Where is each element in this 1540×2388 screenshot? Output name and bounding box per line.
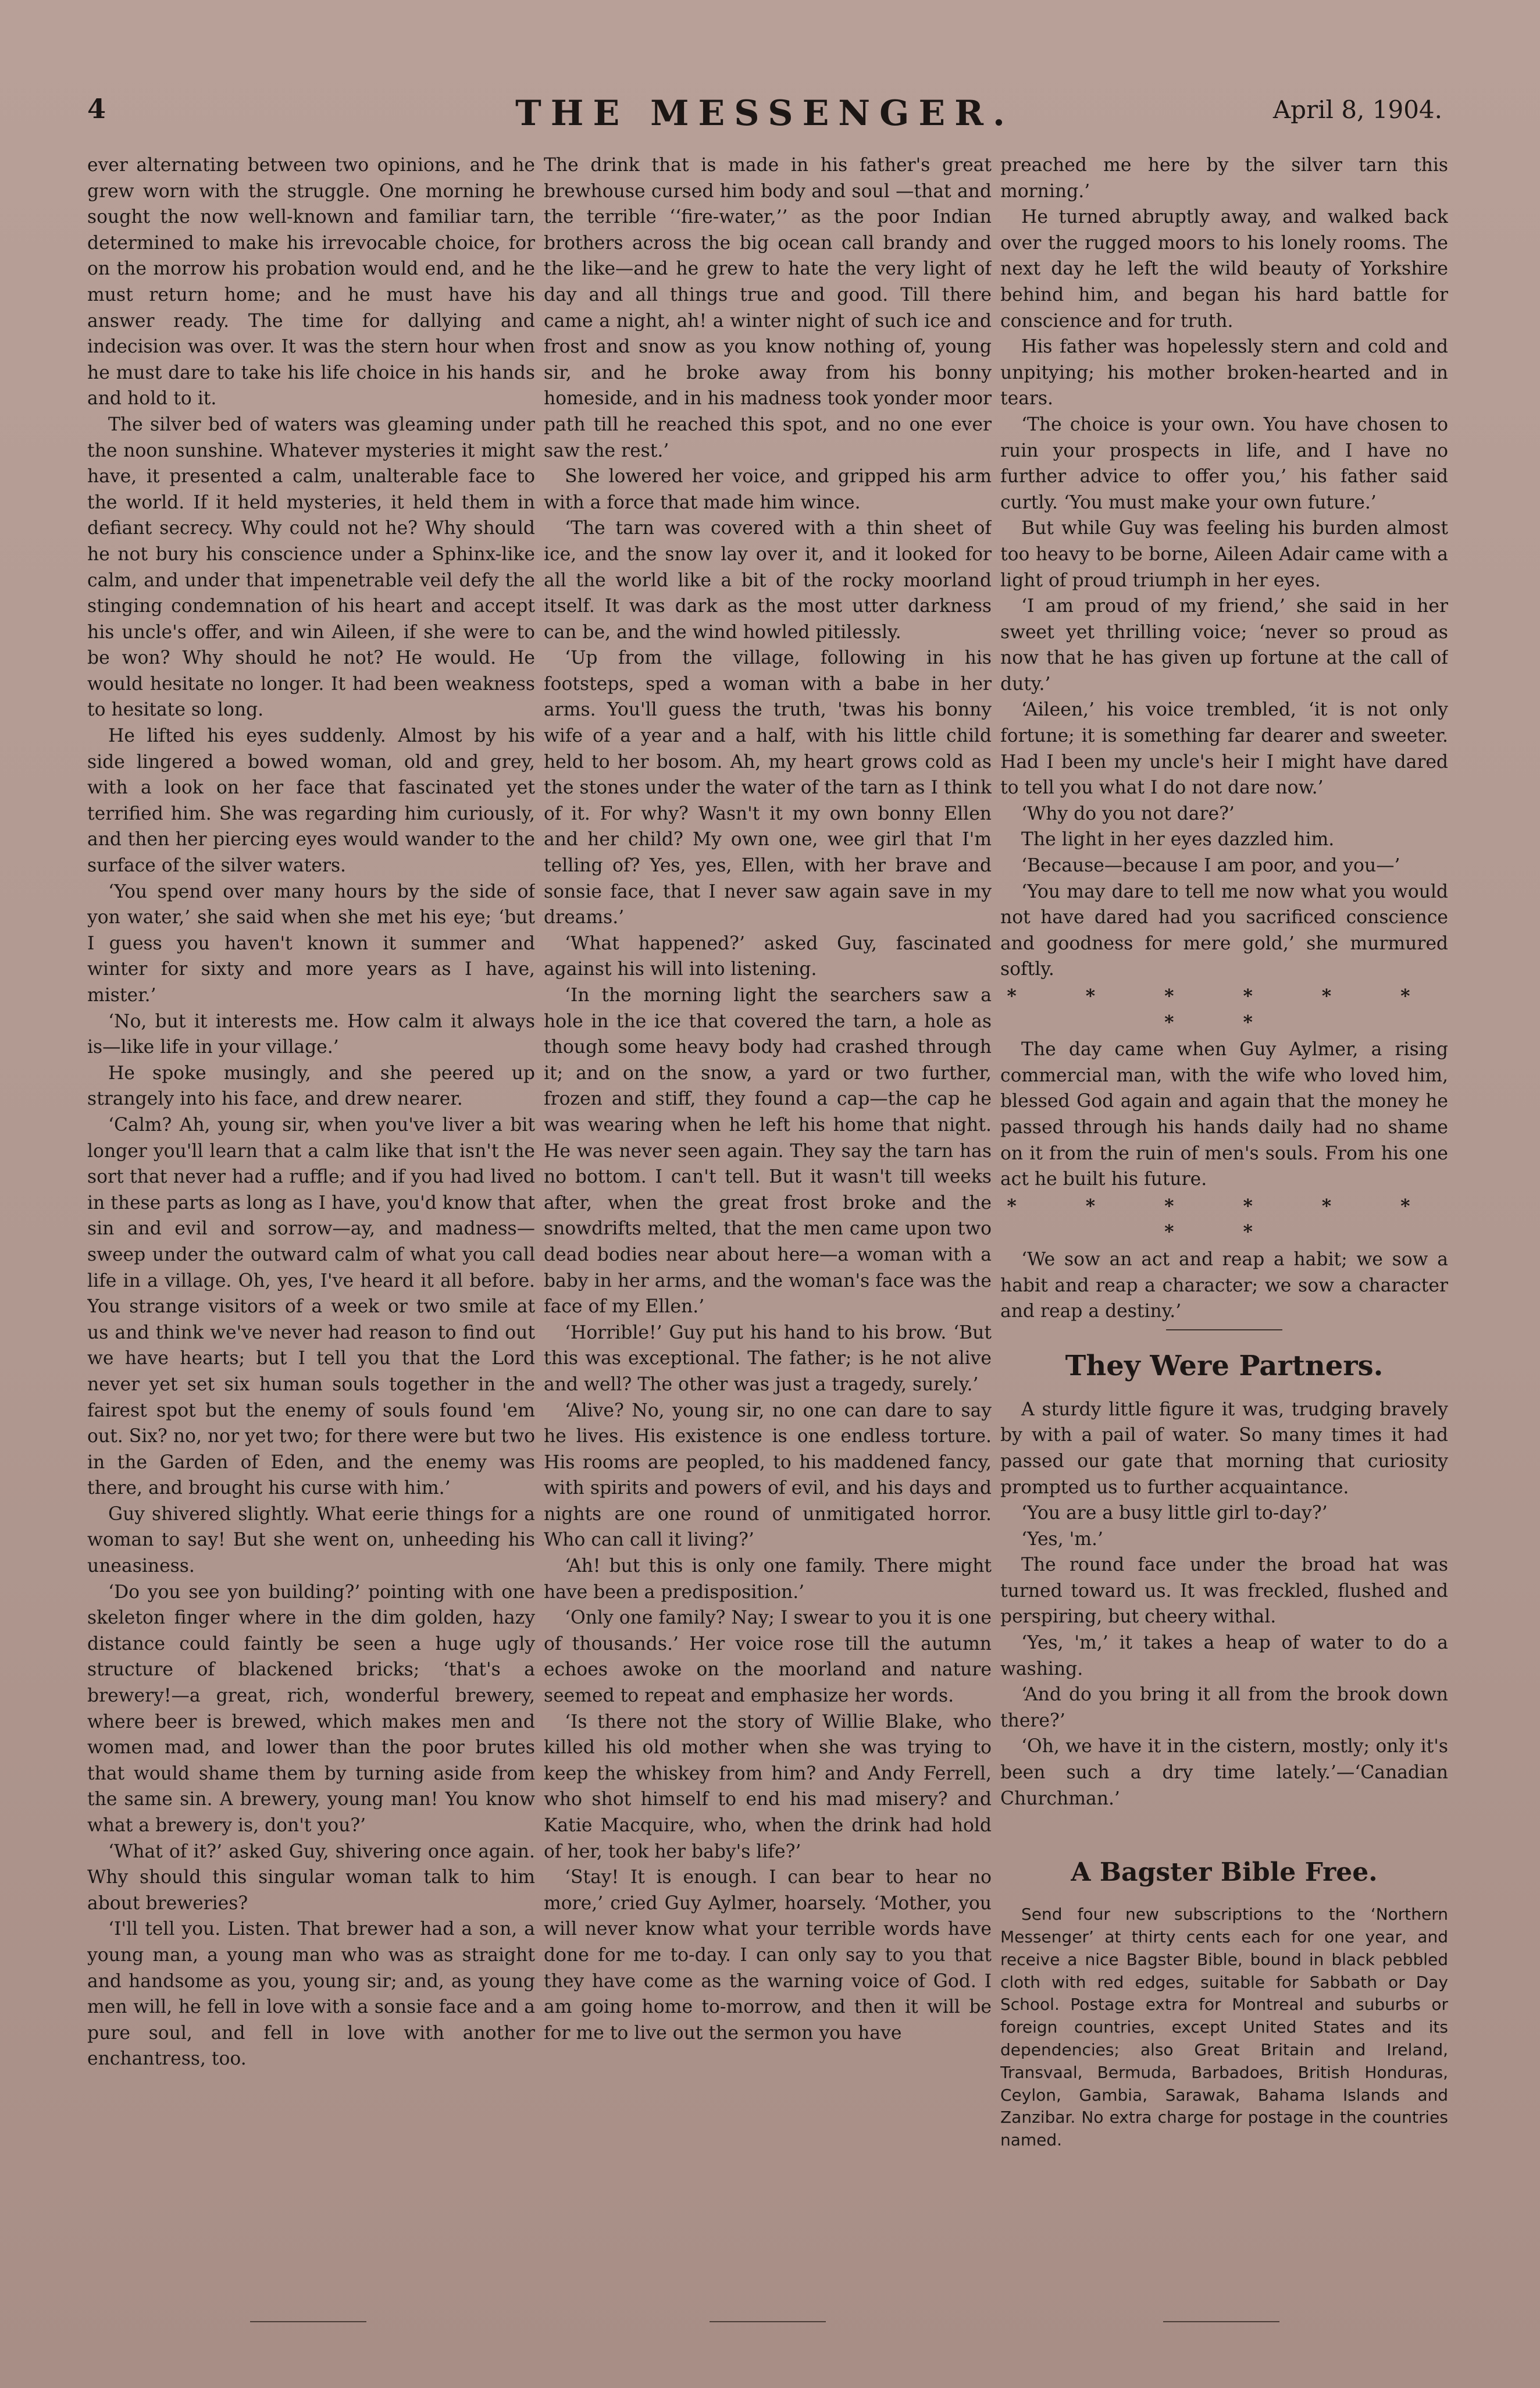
- paragraph: ‘Up from the village, following in his footsteps, sped a woman with a babe in her arms. You'll guess the truth, 'twas his bonny wife of a year and a half, with his little child held to her bosom. Ah, my heart grows cold as the stones under the water of the tarn as I think of it. For why? Wasn't it my own bonny Ellen and her child? My own one, wee girl that I'm telling of? Yes, yes, Ellen, with her brave and sonsie face, that I never saw again save in my dreams.’: [544, 647, 992, 928]
- paragraph: ‘The choice is your own. You have chosen to ruin your prospects in life, and I have no further advice to offer you,’ his father said curtly. ‘You must make your own future.’: [1000, 414, 1448, 513]
- paragraph: ‘You are a busy little girl to-day?’: [1021, 1503, 1328, 1524]
- paragraph: ‘You spend over many hours by the side of yon water,’ she said when she met his eye; ‘but I guess you haven't known it summer and winter for sixty and more years as I have, mister.’: [87, 881, 535, 1006]
- issue-date: April 8, 1904.: [1272, 95, 1442, 124]
- paragraph: He lifted his eyes suddenly. Almost by his side lingered a bowed woman, old and grey, with a look on her face that fascinated yet terrified him. She was regarding him curiously, and then her piercing eyes would wander to the surface of the silver waters.: [87, 725, 535, 877]
- column-2: [544, 152, 992, 2305]
- paragraph: ‘Stay! It is enough. I can bear to hear no more,’ cried Guy Aylmer, hoarsely. ‘Mother, you will never know what your terrible words have done for me to-day. I can only say to you that they have come as the warning voice of God. I am going home to-morrow, and then it will be for me to live out the sermon you have: [544, 1867, 992, 2044]
- paragraph: ‘Calm? Ah, young sir, when you've liver a bit longer you'll learn that a calm like that isn't the sort that never had a ruffle; and if you had lived in these parts as long as I have, you'd know that sin and evil and sorrow—ay, and madness—sweep under the outward calm of what you call life in a village. Oh, yes, I've heard it all before. You strange visitors of a week or two smile at us and think we've never had reason to find out we have hearts; but I tell you that the Lord never yet set six human souls together in the fairest spot but the enemy of souls found 'em out. Six? no, nor yet two; for there were but two in the Garden of Eden, and the enemy was there, and brought his curse with him.’: [87, 1114, 535, 1499]
- footer-rule: [710, 2321, 826, 2322]
- section-separator: * * * * * * * *: [1007, 1195, 1442, 1243]
- paragraph: ‘Is there not the story of Willie Blake, who killed his old mother when she was trying to keep the whiskey from him? and Andy Ferrell, who shot himself to end his mad misery? and Katie Macquire, who, when the drink had hold of her, took her baby's life?’: [544, 1711, 992, 1862]
- paragraph: He turned abruptly away, and walked back over the rugged moors to his lonely rooms. The next day he left the wild beauty of Yorkshire behind him, and began his hard battle for conscience and for truth.: [1000, 207, 1448, 332]
- paragraph: ‘Because—because I am poor, and you—’: [1021, 855, 1400, 877]
- paragraph: ‘Why do you not dare?’: [1021, 803, 1235, 824]
- column-1: [87, 152, 535, 2305]
- paragraph: ‘I am proud of my friend,’ she said in her sweet yet thrilling voice; ‘never so proud as now that he has given up fortune at the call of duty.’: [1000, 596, 1448, 695]
- newspaper-title: THE MESSENGER.: [515, 93, 1014, 134]
- paragraph: ‘The tarn was covered with a thin sheet of ice, and the snow lay over it, and it looked for all the world like a bit of the rocky moorland itself. It was dark as the most utter darkness can be, and the wind howled pitilessly.: [544, 518, 992, 643]
- paragraph: But while Guy was feeling his burden almost too heavy to be borne, Aileen Adair came with a light of proud triumph in her eyes.: [1000, 518, 1448, 591]
- paragraph: ‘And do you bring it all from the brook down there?’: [1000, 1684, 1448, 1731]
- notice-body: Send four new subscriptions to the ‘Northern Messenger’ at thirty cents each for one year, and receive a nice Bagster Bible, bound in black pebbled cloth with red edges, suitable for Sabbath or Day School. Postage extra for Montreal and suburbs or foreign countries, except United States and its dependencies; also Great Britain and Ireland, Transvaal, Bermuda, Barbadoes, British Honduras, Ceylon, Gambia, Sarawak, Bahama Islands and Zanzibar. No extra charge for postage in the countries named.: [1000, 1905, 1448, 2150]
- column-3: [1000, 152, 1448, 2305]
- paragraph: ‘Only one family? Nay; I swear to you it is one of thousands.’ Her voice rose till the autumn echoes awoke on the moorland and nature seemed to repeat and emphasize her words.: [544, 1607, 992, 1707]
- section-separator: * * * * * * * *: [1007, 986, 1442, 1033]
- paragraph: ‘What happened?’ asked Guy, fascinated against his will into listening.: [544, 933, 992, 980]
- paragraph: Guy shivered slightly. What eerie things for a woman to say! But she went on, unheeding his uneasiness.: [87, 1503, 535, 1577]
- paragraph: ‘Alive? No, young sir, no one can dare to say he lives. His existence is one endless torture. His rooms are peopled, to his maddened fancy, with spirits and powers of evil, and his days and nights are one round of unmitigated horror. Who can call it living?’: [544, 1400, 992, 1551]
- notice-heading: A Bagster Bible Free.: [1071, 1857, 1378, 1888]
- paragraph: ever alternating between two opinions, and he grew worn with the struggle. One morning he sought the now well-known and familiar tarn, determined to make his irrevocable choice, for on the morrow his probation would end, and he must return home; and he must have his answer ready. The time for dallying and indecision was over. It was the stern hour when he must dare to take his life choice in his hands and hold to it.: [87, 155, 535, 410]
- paragraph: ‘Yes, 'm,’ it takes a heap of water to do a washing.: [1000, 1632, 1448, 1679]
- story-end-rule: [1166, 1329, 1282, 1330]
- paragraph: ‘You may dare to tell me now what you would not have dared had you sacrificed conscience and goodness for mere gold,’ she murmured softly.: [1000, 881, 1448, 980]
- paragraph: ‘In the morning light the searchers saw a hole in the ice that covered the tarn, a hole as though some heavy body had crashed through it; and on the snow, a yard or two further, frozen and stiff, they found a cap—the cap he was wearing when he left his home that night. He was never seen again. They say the tarn has no bottom. I can't tell. But it wasn't till weeks after, when the great frost broke and the snowdrifts melted, that the men came upon two dead bodies near about here—a woman with a baby in her arms, and the woman's face was the face of my Ellen.’: [544, 985, 992, 1318]
- article-heading: They Were Partners.: [1065, 1349, 1384, 1382]
- paragraph: ‘Ah! but this is only one family. There might have been a predisposition.’: [544, 1556, 992, 1603]
- paragraph: He spoke musingly, and she peered up strangely into his face, and drew nearer.: [87, 1062, 535, 1110]
- paragraph: ‘Aileen,’ his voice trembled, ‘it is not only fortune; it is something far dearer and sweeter. Had I been my uncle's heir I might have dared to tell you what I do not dare now.’: [1000, 699, 1448, 799]
- paragraph: ‘What of it?’ asked Guy, shivering once again. Why should this singular woman talk to him about breweries?: [87, 1841, 535, 1914]
- paragraph: The light in her eyes dazzled him.: [1021, 829, 1335, 850]
- paragraph: His father was hopelessly stern and cold and unpitying; his mother broken-hearted and in tears.: [1000, 336, 1448, 410]
- paragraph: The drink that is made in his father's great brewhouse cursed him body and soul —that and the terrible ‘‘fire-water,’’ as the poor Indian brothers across the big ocean call brandy and the like—and he grew to hate the very light of day and all things true and good. Till there came a night, ah! a winter night of such ice and frost and snow as you know nothing of, young sir, and he broke away from his bonny homeside, and in his madness took yonder moor path till he reached this spot, and no one ever saw the rest.’: [544, 155, 992, 461]
- paragraph: ‘Do you see yon building?’ pointing with one skeleton finger where in the dim golden, hazy distance could faintly be seen a huge ugly structure of blackened bricks; ‘that's a brewery!—a great, rich, wonderful brewery, where beer is brewed, which makes men and women mad, and lower than the poor brutes that would shame them by turning aside from the same sin. A brewery, young man! You know what a brewery is, don't you?’: [87, 1581, 535, 1836]
- page-number: 4: [87, 93, 106, 124]
- subscription-notice: [1000, 1903, 1448, 2152]
- masthead: [87, 93, 1442, 134]
- paragraph: ‘I'll tell you. Listen. That brewer had a son, a young man, a young man who was as straight and handsome as you, young sir; and, as young men will, he fell in love with a sonsie face and a pure soul, and fell in love with another enchantress, too.: [87, 1919, 535, 2070]
- paragraph: ‘Oh, we have it in the cistern, mostly; only it's been such a dry time lately.’—‘Canadian Churchman.’: [1000, 1736, 1448, 1809]
- paragraph: ‘Yes, 'm.’: [1021, 1528, 1103, 1550]
- paragraph: The day came when Guy Aylmer, a rising commercial man, with the wife who loved him, blessed God again and again that the money he passed through his hands daily had no shame on it from the ruin of men's souls. From his one act he built his future.: [1000, 1039, 1448, 1190]
- paragraph: The silver bed of waters was gleaming under the noon sunshine. Whatever mysteries it might have, it presented a calm, unalterable face to the world. If it held mysteries, it held them in defiant secrecy. Why could not he? Why should he not bury his conscience under a Sphinx-like calm, and under that impenetrable veil defy the stinging condemnation of his heart and accept his uncle's offer, and win Aileen, if she were to be won? Why should he not? He would. He would hesitate no longer. It had been weakness to hesitate so long.: [87, 414, 535, 721]
- footer-rule: [250, 2321, 366, 2322]
- paragraph: preached me here by the silver tarn this morning.’: [1000, 155, 1448, 202]
- paragraph: A sturdy little figure it was, trudging bravely by with a pail of water. So many times it had passed our gate that morning that curiosity prompted us to further acquaintance.: [1000, 1398, 1448, 1498]
- paragraph: ‘No, but it interests me. How calm it always is—like life in your village.’: [87, 1010, 535, 1058]
- paragraph: She lowered her voice, and gripped his arm with a force that made him wince.: [544, 466, 992, 513]
- motto: ‘We sow an act and reap a habit; we sow a habit and reap a character; we sow a character and reap a destiny.’: [1000, 1248, 1448, 1322]
- paragraph: The round face under the broad hat was turned toward us. It was freckled, flushed and perspiring, but cheery withal.: [1000, 1554, 1448, 1628]
- paragraph: ‘Horrible!’ Guy put his hand to his brow. ‘But this was exceptional. The father; is he not alive and well? The other was just a tragedy, surely.’: [544, 1322, 992, 1395]
- footer-rule: [1163, 2321, 1279, 2322]
